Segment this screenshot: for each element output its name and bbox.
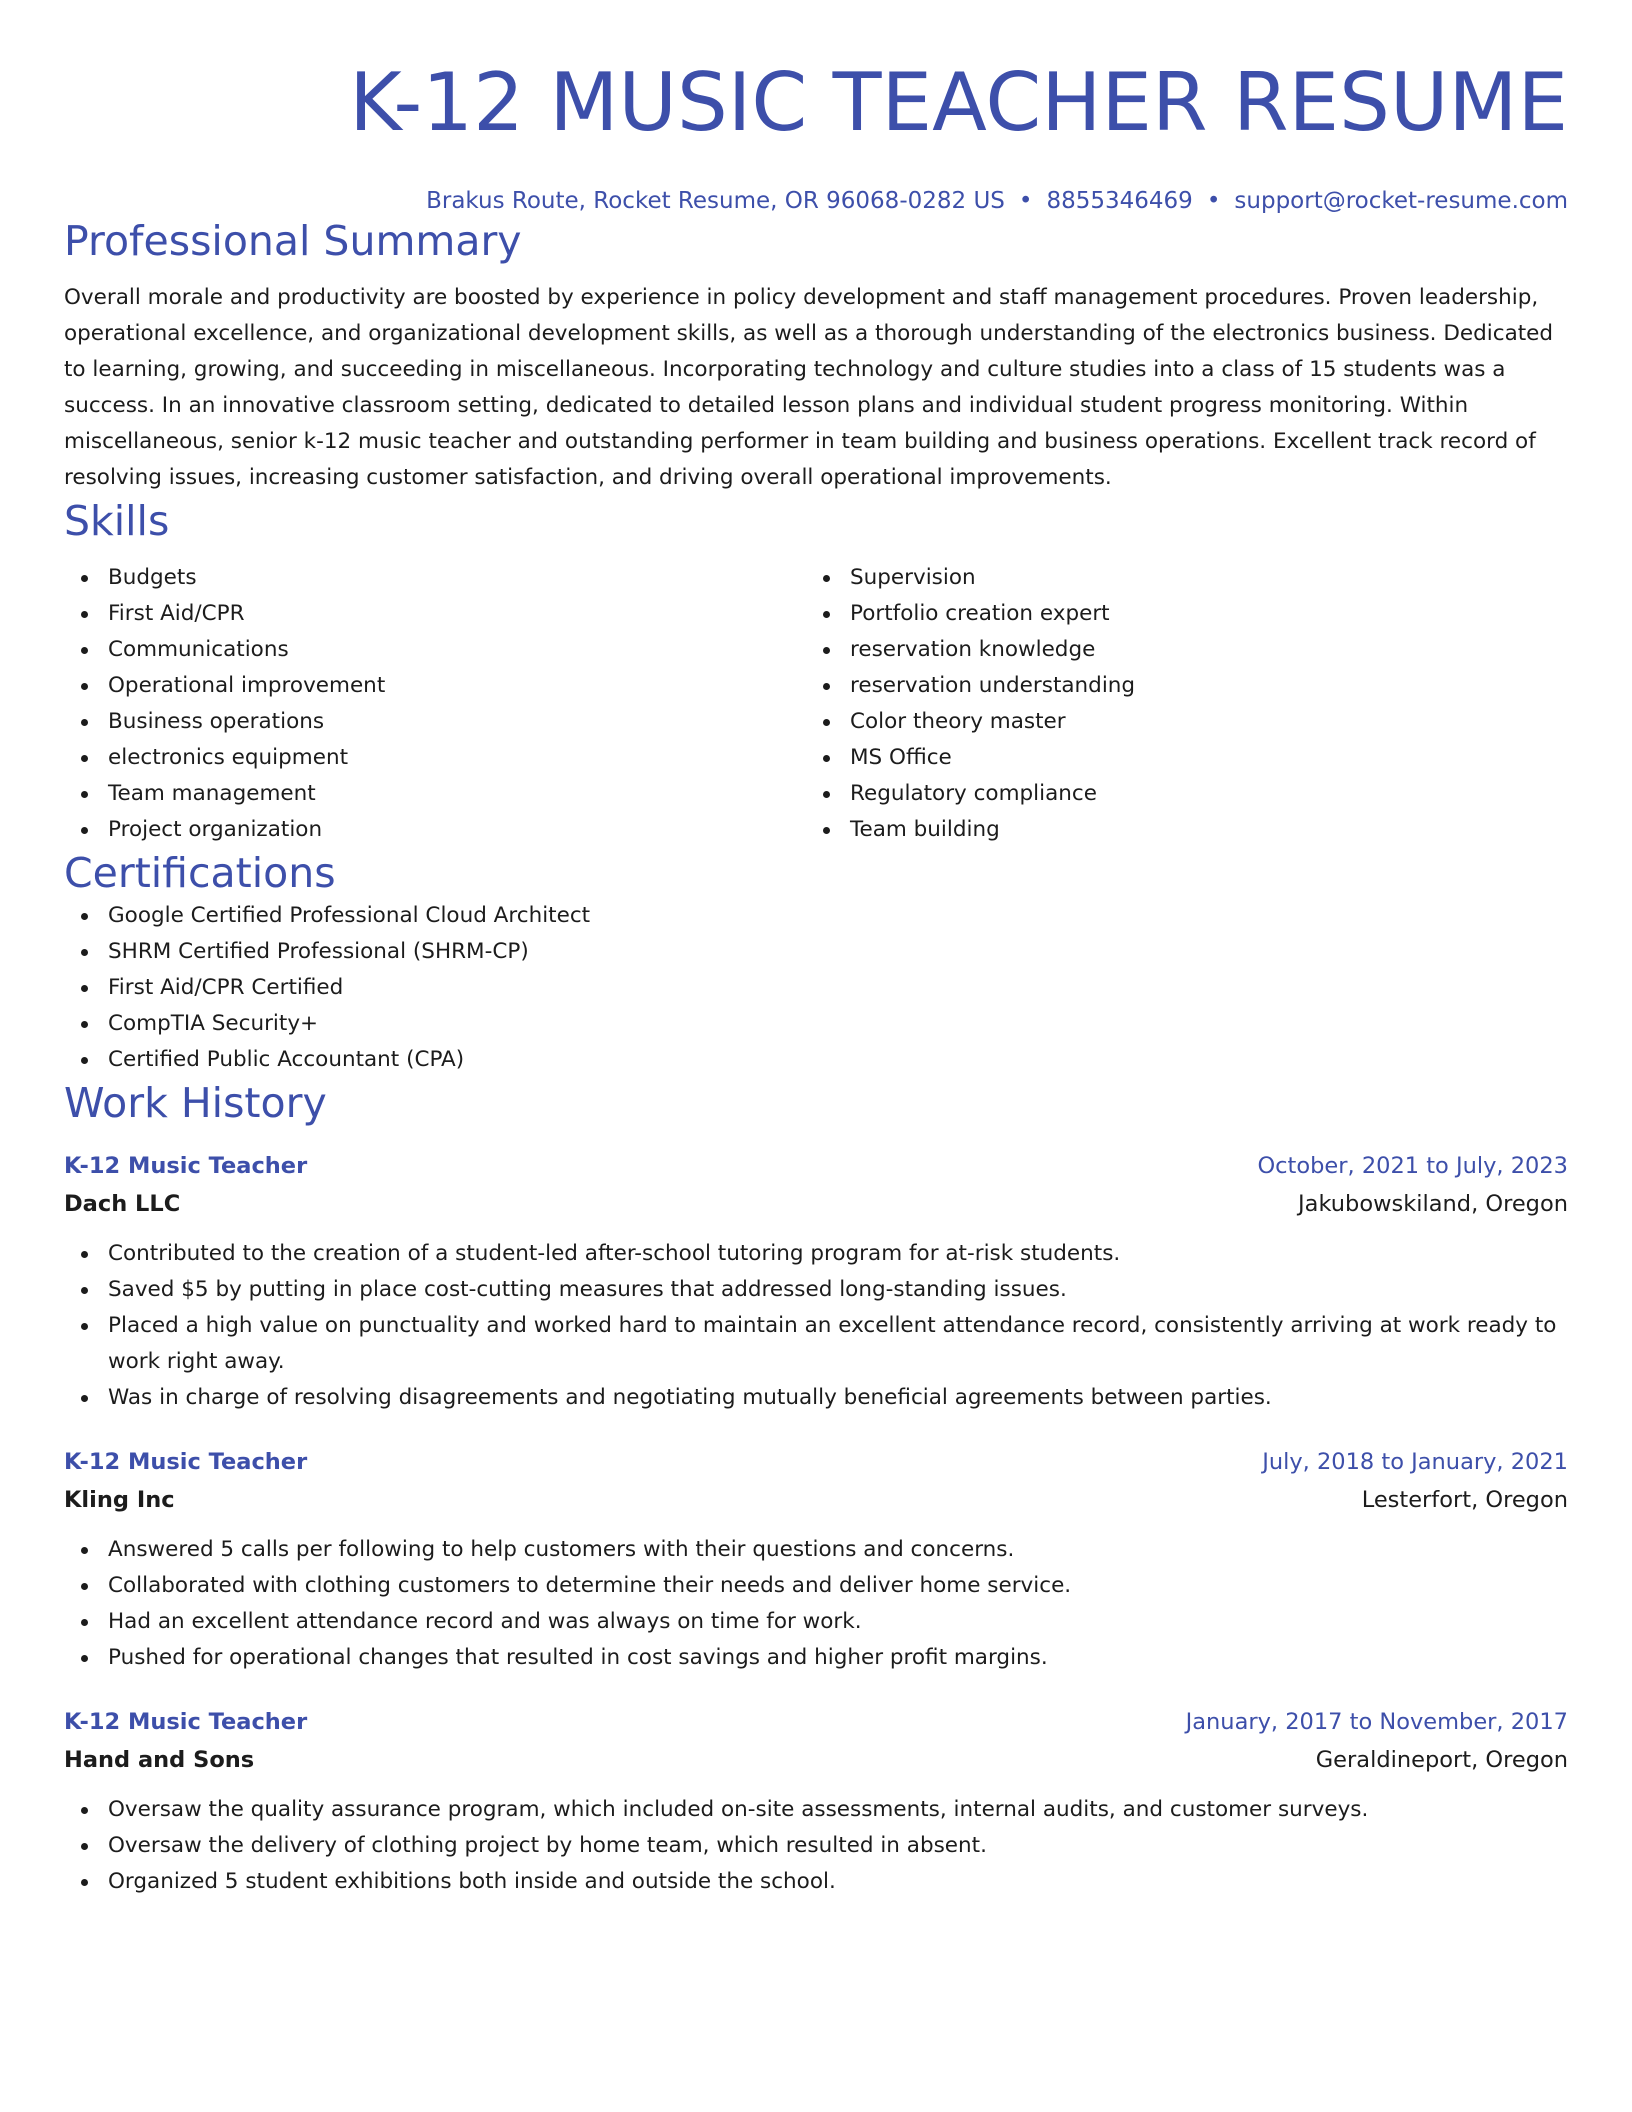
skills-heading: Skills [64,497,170,545]
skill-item: electronics equipment [64,740,806,776]
contact-separator: • [1206,188,1221,214]
certifications-list [64,898,1568,1078]
job-title: K-12 Music Teacher [64,1153,308,1179]
skills-list [64,560,1568,848]
skill-item: MS Office [806,740,1548,776]
skill-item: Communications [64,632,806,668]
contact-separator: • [1018,188,1033,214]
job-subheader [64,1186,1568,1222]
skill-item: Team management [64,776,806,812]
skill-item: Project organization [64,812,806,848]
skill-item: Budgets [64,560,806,596]
contact-line [64,186,1568,216]
job-duty: Oversaw the delivery of clothing project by home team, which resulted in absent. [64,1828,1568,1864]
job-entry [64,1148,1568,1416]
skills-column-left [64,560,806,848]
job-entry [64,1704,1568,1900]
job-duty: Answered 5 calls per following to help customers with their questions and concerns. [64,1532,1568,1568]
summary-text: Overall morale and productivity are boosted by experience in policy development and staff management procedures. Proven leadership, operational excellence, and organizational development skills, as well as a thorough understanding of the electronics business. Dedicated to learning, growing, and succeeding in miscellaneous. Incorporating technology and culture studies into a class of 15 students was a success. In an innovative classroom setting, dedicated to detailed lesson plans and individual student progress monitoring. Within miscellaneous, senior k-12 music teacher and outstanding performer in team building and business operations. Excellent track record of resolving issues, increasing customer satisfaction, and driving overall operational improvements. [64,285,1554,490]
certification-item: Google Certified Professional Cloud Architect [64,898,1568,934]
job-location: Lesterfort, Oregon [1361,1487,1568,1513]
job-company: Dach LLC [64,1191,181,1217]
job-duty: Oversaw the quality assurance program, which included on-site assessments, internal audits, and customer surveys. [64,1792,1568,1828]
job-company: Hand and Sons [64,1747,255,1773]
skill-item: Regulatory compliance [806,776,1548,812]
skill-item: Portfolio creation expert [806,596,1548,632]
work-history-heading: Work History [64,1079,327,1127]
certifications-heading: Certifications [64,849,336,897]
resume-title: K-12 MUSIC TEACHER RESUME [349,56,1568,149]
certification-item: SHRM Certified Professional (SHRM-CP) [64,934,1568,970]
contact-email[interactable]: support@rocket-resume.com [1234,188,1568,214]
summary-heading: Professional Summary [64,217,522,265]
job-duties [64,1532,1568,1676]
job-location: Jakubowskiland, Oregon [1298,1191,1568,1217]
job-duties [64,1792,1568,1900]
contact-address: Brakus Route, Rocket Resume, OR 96068-0282 US [426,188,1005,214]
job-dates: July, 2018 to January, 2021 [1262,1449,1568,1475]
job-subheader [64,1482,1568,1518]
job-header [64,1444,1568,1480]
job-entry [64,1444,1568,1676]
job-title: K-12 Music Teacher [64,1449,308,1475]
job-duty: Contributed to the creation of a student-led after-school tutoring program for at-risk students. [64,1236,1568,1272]
skill-item: reservation knowledge [806,632,1548,668]
job-duty: Had an excellent attendance record and was always on time for work. [64,1604,1568,1640]
job-duty: Was in charge of resolving disagreements and negotiating mutually beneficial agreements between parties. [64,1380,1568,1416]
job-duty: Collaborated with clothing customers to determine their needs and deliver home service. [64,1568,1568,1604]
skill-item: Color theory master [806,704,1548,740]
job-duty: Pushed for operational changes that resulted in cost savings and higher profit margins. [64,1640,1568,1676]
certification-item: Certified Public Accountant (CPA) [64,1042,1568,1078]
job-location: Geraldineport, Oregon [1315,1747,1568,1773]
job-dates: October, 2021 to July, 2023 [1257,1153,1568,1179]
contact-phone[interactable]: 8855346469 [1046,188,1193,214]
job-header [64,1148,1568,1184]
skill-item: Team building [806,812,1548,848]
certification-item: First Aid/CPR Certified [64,970,1568,1006]
skill-item: Business operations [64,704,806,740]
job-subheader [64,1742,1568,1778]
job-duty: Placed a high value on punctuality and worked hard to maintain an excellent attendance record, consistently arriving at work ready to work right away. [64,1308,1568,1380]
skill-item: Operational improvement [64,668,806,704]
certification-item: CompTIA Security+ [64,1006,1568,1042]
skills-column-right [806,560,1548,848]
skill-item: reservation understanding [806,668,1548,704]
skill-item: Supervision [806,560,1548,596]
job-dates: January, 2017 to November, 2017 [1185,1709,1568,1735]
job-header [64,1704,1568,1740]
job-duty: Saved $5 by putting in place cost-cutting measures that addressed long-standing issues. [64,1272,1568,1308]
resume-page [64,0,1568,1900]
job-duties [64,1236,1568,1416]
skill-item: First Aid/CPR [64,596,806,632]
job-company: Kling Inc [64,1487,175,1513]
job-title: K-12 Music Teacher [64,1709,308,1735]
job-duty: Organized 5 student exhibitions both inside and outside the school. [64,1864,1568,1900]
